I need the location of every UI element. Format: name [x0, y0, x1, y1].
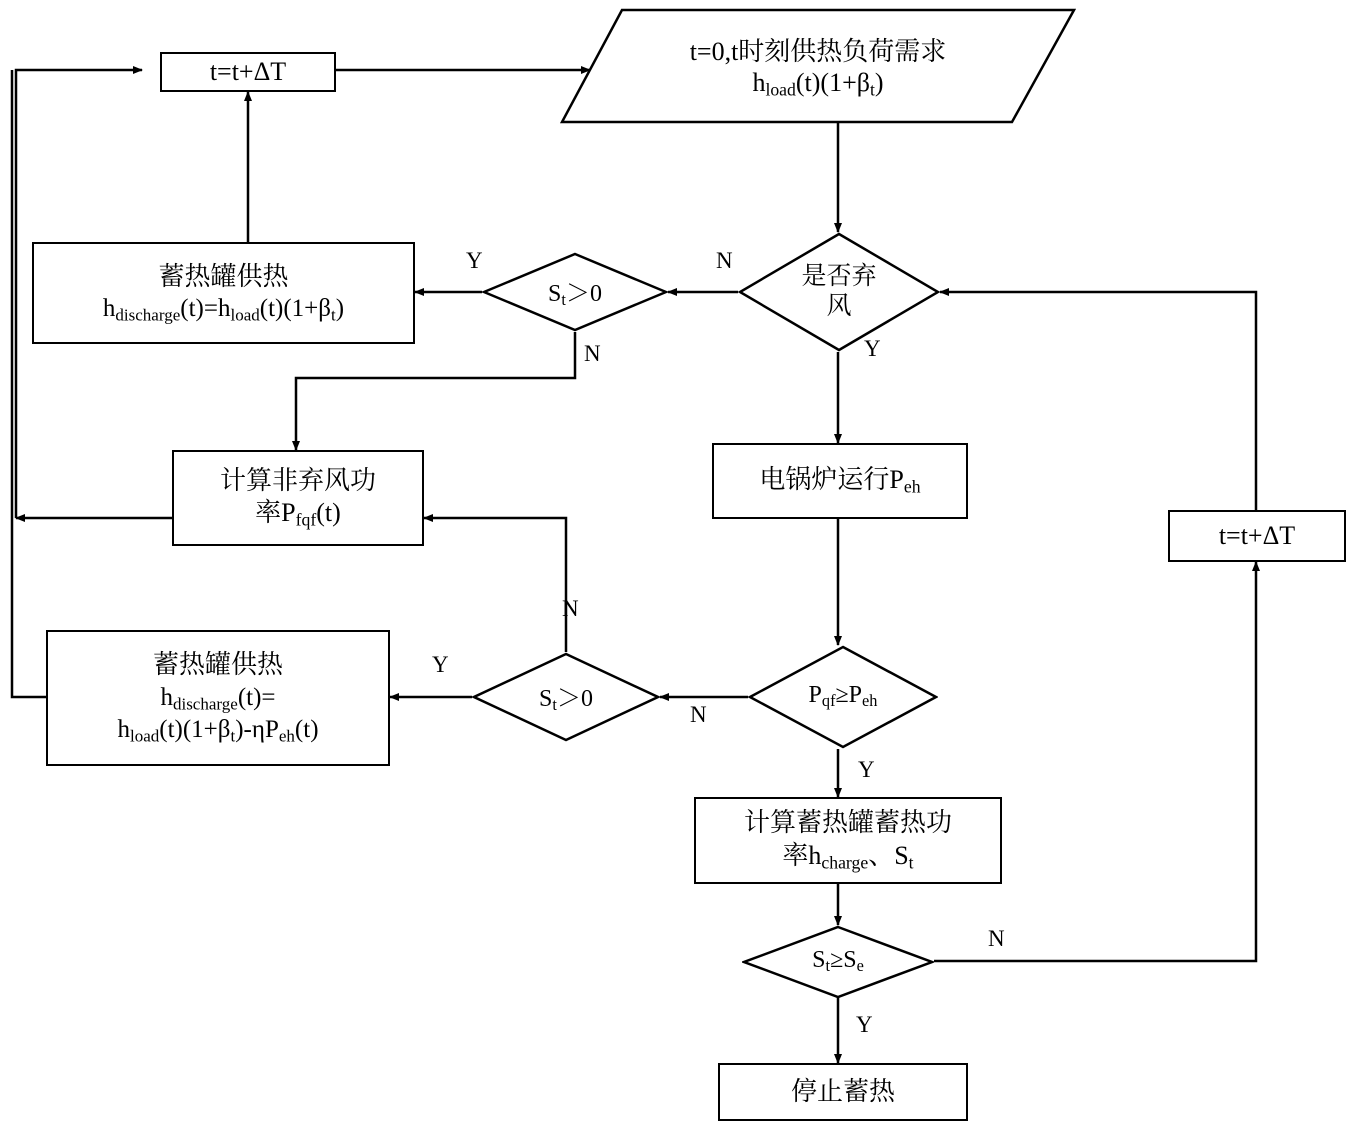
edge-label-y5: Y — [856, 1012, 873, 1037]
edge-label-y4: Y — [858, 757, 875, 782]
edge-label-y2: Y — [864, 336, 881, 361]
node-discharge-heat-2-text — [117, 649, 318, 747]
discharge2-line-1: 蓄热罐供热 — [152, 650, 283, 680]
edge-label-y1: Y — [466, 248, 483, 273]
node-start-time-update-label: t=t+ΔT — [209, 56, 287, 86]
node-calc-charge-power[interactable] — [694, 797, 1002, 884]
decision-curtail-power-vs-boiler-text: $P_{qf}\ge P_{eh}$ — [808, 682, 878, 711]
calcfqf-line-1: 计算非弃风功 — [219, 465, 376, 495]
edge-label-n3: N — [562, 596, 579, 621]
node-input-heat-load-text — [560, 8, 1076, 124]
decision-storage-full-text: $S_t\ge S_e$ — [812, 947, 864, 976]
calcfqf-line-2: 率$P_{fqf}(t)$ — [255, 498, 341, 530]
decision-storage-positive-2[interactable] — [472, 652, 660, 742]
calccharge-line-1: 计算蓄热罐蓄热功 — [743, 808, 952, 838]
node-calc-charge-power-text — [744, 807, 952, 873]
discharge1-line-1: 蓄热罐供热 — [158, 261, 289, 291]
discharge1-line-2: $h_{discharge}(t)=h_{load}(t)(1+\beta_t)$ — [102, 295, 345, 325]
node-electric-boiler[interactable] — [712, 443, 968, 519]
edge-label-n4: N — [690, 702, 707, 727]
node-right-time-update-label: t=t+ΔT — [1218, 520, 1296, 550]
node-calc-non-curtail-power-text — [220, 465, 376, 531]
node-stop-charging[interactable] — [718, 1063, 968, 1121]
decision-curtail-power-vs-boiler[interactable] — [748, 645, 938, 749]
edge-label-y3: Y — [432, 652, 449, 677]
decision-curtailment-text: 是否弃 风 — [801, 263, 877, 320]
node-stop-charging-label: 停止蓄热 — [790, 1076, 895, 1106]
node-electric-boiler-label: 电锅炉运行$P_{eh}$ — [759, 465, 921, 497]
node-start-time-update[interactable] — [160, 52, 336, 92]
decision-storage-positive-1-text: $S_t>0$ — [548, 281, 602, 310]
discharge2-line-3: $h_{load}(t)(1+\beta_t)-\eta P_{eh}(t)$ — [117, 716, 319, 746]
node-discharge-heat-1[interactable] — [32, 242, 415, 344]
edge-label-n2: N — [584, 341, 601, 366]
node-discharge-heat-2[interactable] — [46, 630, 390, 766]
decision-storage-full[interactable] — [742, 925, 934, 999]
decision-storage-positive-1[interactable] — [482, 252, 668, 332]
decision-storage-positive-2-text: $S_t>0$ — [539, 686, 593, 715]
node-input-heat-load[interactable] — [560, 8, 1076, 124]
calccharge-line-2: 率$h_{charge}$、$S_t$ — [782, 840, 914, 873]
node-calc-non-curtail-power[interactable] — [172, 450, 424, 546]
input-line-1: t=0,t时刻供热负荷需求 — [689, 37, 947, 67]
edge-label-n5: N — [988, 926, 1005, 951]
node-discharge-heat-1-text — [103, 261, 344, 326]
edge-label-n1: N — [716, 248, 733, 273]
decision-curtailment[interactable] — [738, 232, 940, 352]
node-right-time-update[interactable] — [1168, 510, 1346, 562]
discharge2-line-2: $h_{discharge}(t)=$ — [160, 683, 276, 713]
input-line-2: $h_{load}(t)(1+\beta_t)$ — [752, 68, 884, 100]
